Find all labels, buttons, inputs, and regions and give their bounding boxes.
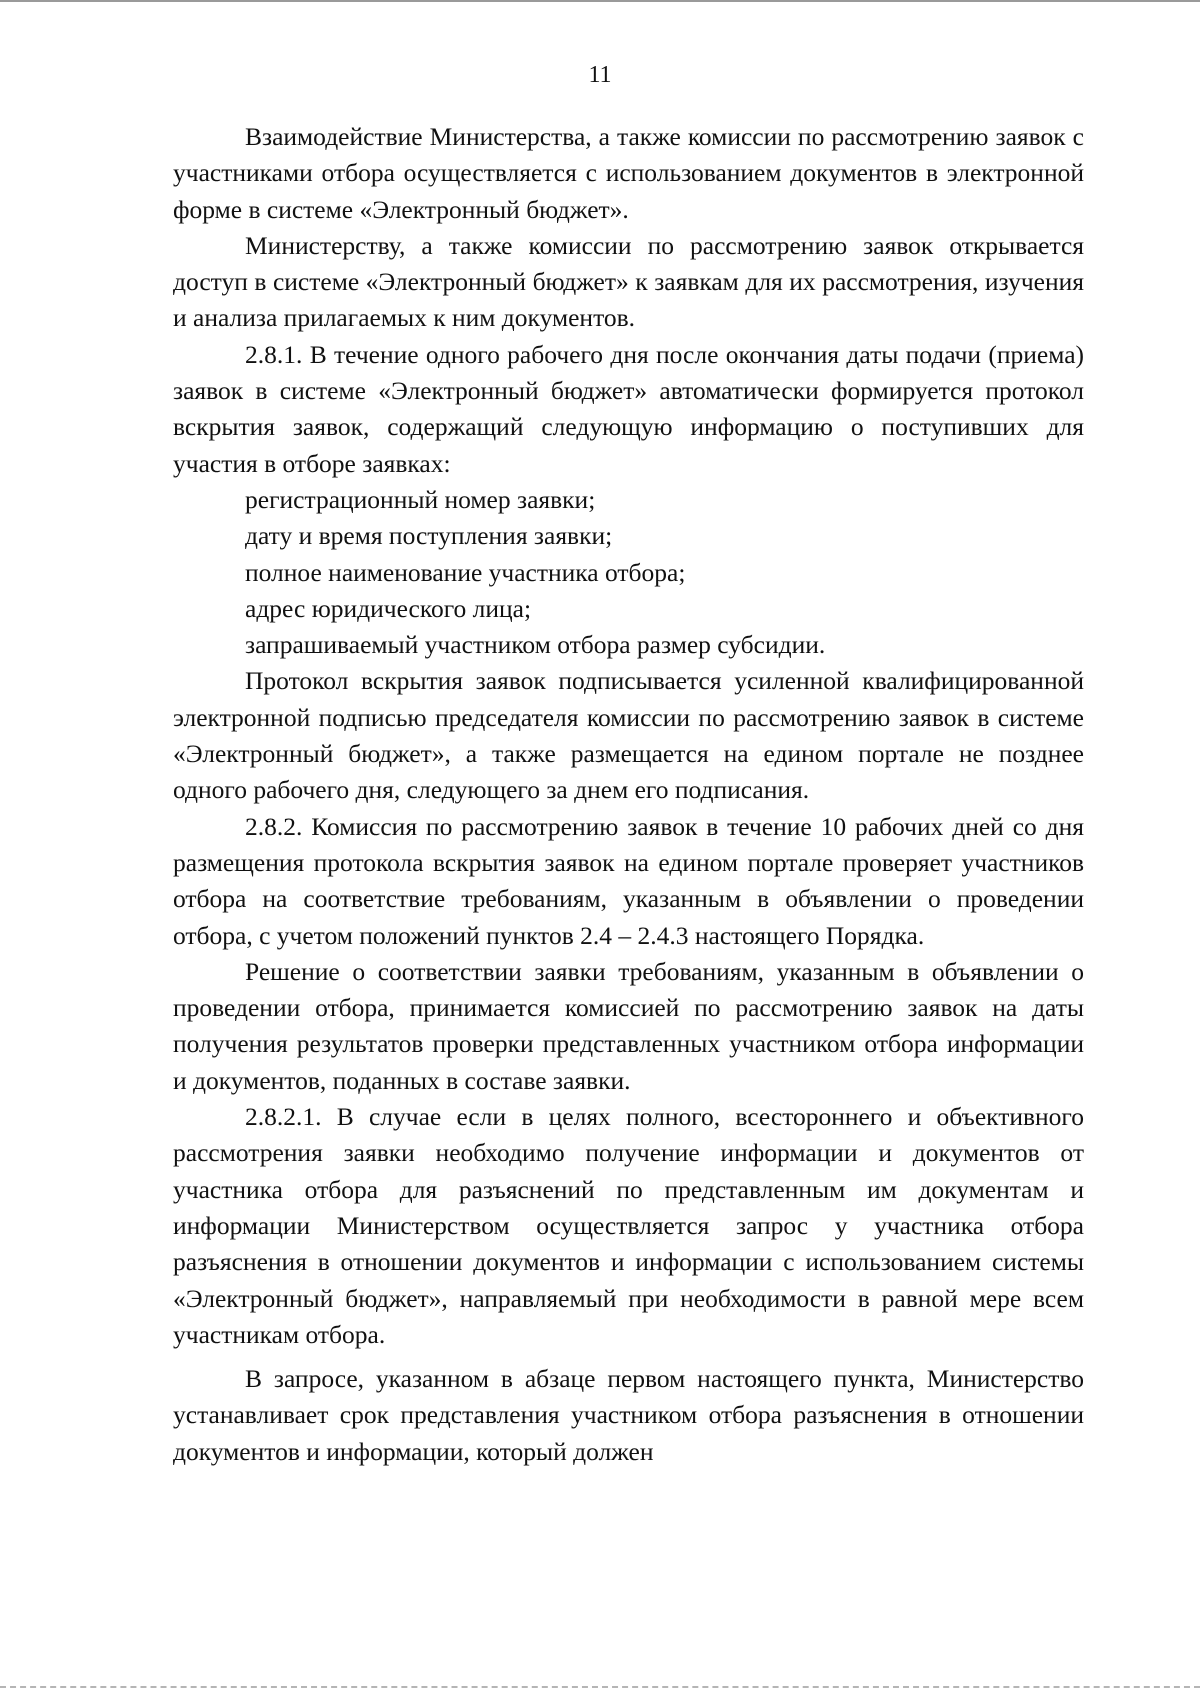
page-number: 11 [588, 62, 612, 88]
paragraph-decision: Решение о соответствии заявки требованиям, указанным в объявлении о проведении отбора, принимается комиссией по рассмотрению заявок на даты получения результатов проверки представленных участником отбора информации и документов, поданных в составе заявки. [173, 956, 1084, 1095]
list-item-date-time: дату и время поступления заявки; [245, 521, 613, 551]
paragraph-interaction: Взаимодействие Министерства, а также комиссии по рассмотрению заявок с участниками отбора осуществляется с использованием документов в электронной форме в системе «Электронный бюджет». [173, 122, 1084, 224]
list-item-full-name: полное наименование участника отбора; [245, 557, 686, 587]
list-item-address: адрес юридического лица; [245, 593, 532, 623]
paragraph-access: Министерству, а также комиссии по рассмотрению заявок открывается доступ в системе «Электронный бюджет» к заявкам для их рассмотрения, изучения и анализа прилагаемых к ним документов. [173, 230, 1084, 333]
paragraph-2-8-2-1: 2.8.2.1. В случае если в целях полного, всестороннего и объективного рассмотрения заявки необходимо получение информации и документов от участника отбора для разъяснений по представленным им документам и информации Министерством осуществляется запрос у участника отбора разъяснения в отношении документов и информации с использованием системы «Электронный бюджет», направляемый при необходимости в равной мере всем участникам отбора. [173, 1102, 1084, 1349]
scan-bottom-edge [0, 1686, 1200, 1688]
paragraph-protocol-signing: Протокол вскрытия заявок подписывается усиленной квалифицированной электронной подписью председателя комиссии по рассмотрению заявок в системе «Электронный бюджет», а также размещается на едином портале не позднее одного рабочего дня, следующего за днем его подписания. [173, 666, 1084, 805]
paragraph-request-deadline: В запросе, указанном в абзаце первом настоящего пункта, Министерство устанавливает срок представления участником отбора разъяснения в отношении документов и информации, который должен [173, 1364, 1084, 1466]
list-item-registration-number: регистрационный номер заявки; [245, 484, 596, 514]
scan-top-edge [0, 0, 1200, 2]
paragraph-2-8-1: 2.8.1. В течение одного рабочего дня после окончания даты подачи (приема) заявок в системе «Электронный бюджет» автоматически формируется протокол вскрытия заявок, содержащий следующую информацию о поступивших для участия в отборе заявках: [173, 339, 1084, 478]
paragraph-2-8-2: 2.8.2. Комиссия по рассмотрению заявок в течение 10 рабочих дней со дня размещения протокола вскрытия заявок на едином портале проверяет участников отбора на соответствие требованиям, указанным в объявлении о проведении отбора, с учетом положений пунктов 2.4 – 2.4.3 настоящего Порядка. [173, 811, 1084, 950]
list-item-subsidy-amount: запрашиваемый участником отбора размер субсидии. [245, 630, 826, 660]
document-body [173, 119, 1084, 1470]
